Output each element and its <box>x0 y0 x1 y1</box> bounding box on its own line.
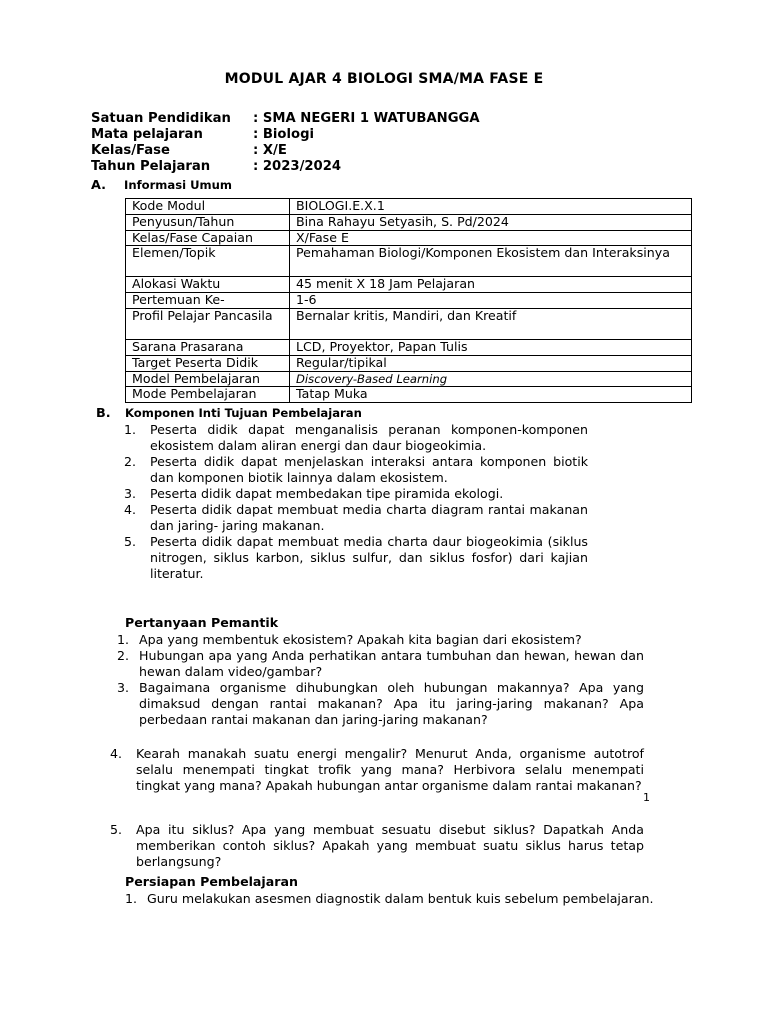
item-text: Apa yang membentuk ekosistem? Apakah kita bagian dari ekosistem? <box>139 632 582 647</box>
table-row <box>126 230 692 246</box>
meta-row-class <box>91 143 480 159</box>
item-text: Peserta didik dapat membuat media charta daur biogeokimia (siklus nitrogen, siklus karbon, siklus sulfur, dan siklus fosfor) dari kajian literatur. <box>150 534 588 581</box>
list-item <box>124 534 588 582</box>
meta-label: Tahun Pelajaran <box>91 159 211 174</box>
table-value: X/Fase E <box>290 230 692 246</box>
item-number: 4. <box>110 746 123 761</box>
item-number: 5. <box>110 822 123 837</box>
item-number: 3. <box>124 486 137 501</box>
section-number: B. <box>96 406 111 421</box>
table-value: Tatap Muka <box>290 387 692 403</box>
trigger-questions-list <box>117 632 644 728</box>
table-key: Profil Pelajar Pancasila <box>126 308 290 339</box>
section-b-heading <box>96 406 362 421</box>
item-number: 3. <box>117 680 130 695</box>
learning-goals-list <box>124 422 588 582</box>
item-text: Peserta didik dapat menganalisis peranan komponen-komponen ekosistem dalam aliran energi dan daur biogeokimia. <box>150 422 588 453</box>
table-key: Model Pembelajaran <box>126 371 290 387</box>
item-text: Peserta didik dapat membuat media charta diagram rantai makanan dan jaring- jaring makanan. <box>150 502 588 533</box>
item-text: Apa itu siklus? Apa yang membuat sesuatu disebut siklus? Dapatkah Anda memberikan contoh siklus? Apakah yang membuat suatu siklus harus tetap berlangsung? <box>136 822 644 869</box>
list-item <box>124 502 588 534</box>
table-value: Bernalar kritis, Mandiri, dan Kreatif <box>290 308 692 339</box>
trigger-questions-heading: Pertanyaan Pemantik <box>125 615 279 630</box>
table-row <box>126 293 692 309</box>
table-row <box>126 355 692 371</box>
preparation-list <box>125 891 677 907</box>
list-item <box>125 891 677 907</box>
table-value: BIOLOGI.E.X.1 <box>290 199 692 215</box>
list-item <box>117 632 644 648</box>
section-a-heading <box>91 178 232 193</box>
item-number: 1. <box>117 632 130 647</box>
list-item <box>124 422 588 454</box>
table-row <box>126 277 692 293</box>
table-value: 1-6 <box>290 293 692 309</box>
meta-label: Mata pelajaran <box>91 127 203 142</box>
meta-row-school <box>91 111 480 127</box>
table-key: Alokasi Waktu <box>126 277 290 293</box>
table-value: Bina Rahayu Setyasih, S. Pd/2024 <box>290 214 692 230</box>
meta-row-year <box>91 159 480 175</box>
list-item <box>124 486 588 502</box>
item-number: 2. <box>117 648 130 663</box>
trigger-question-5 <box>110 822 644 870</box>
item-text: Peserta didik dapat menjelaskan interaksi antara komponen biotik dan komponen biotik lainnya dalam ekosistem. <box>150 454 588 485</box>
table-value: Pemahaman Biologi/Komponen Ekosistem dan Interaksinya <box>290 246 692 277</box>
table-key: Kode Modul <box>126 199 290 215</box>
item-number: 4. <box>124 502 137 517</box>
table-value: Regular/tipikal <box>290 355 692 371</box>
table-value: 45 menit X 18 Jam Pelajaran <box>290 277 692 293</box>
page-number: 1 <box>643 791 650 804</box>
table-row <box>126 308 692 339</box>
list-item <box>110 822 644 870</box>
table-key: Mode Pembelajaran <box>126 387 290 403</box>
table-key: Sarana Prasarana <box>126 339 290 355</box>
table-row <box>126 246 692 277</box>
item-number: 1. <box>125 891 138 906</box>
item-text: Kearah manakah suatu energi mengalir? Menurut Anda, organisme autotrof selalu menempati tingkat trofik yang mana? Herbivora selalu menempati tingkat yang mana? Apakah hubungan antar organisme dalam rantai makanan? <box>136 746 644 793</box>
trigger-question-4 <box>110 746 644 794</box>
meta-label: Satuan Pendidikan <box>91 111 231 126</box>
item-text: Hubungan apa yang Anda perhatikan antara tumbuhan dan hewan, hewan dan hewan dalam video/gambar? <box>139 648 644 679</box>
table-value: LCD, Proyektor, Papan Tulis <box>290 339 692 355</box>
meta-value: : SMA NEGERI 1 WATUBANGGA <box>253 111 480 126</box>
table-key: Elemen/Topik <box>126 246 290 277</box>
general-info-table <box>125 198 692 403</box>
table-row <box>126 371 692 387</box>
list-item <box>110 746 644 794</box>
meta-row-subject <box>91 127 480 143</box>
table-value: Discovery-Based Learning <box>290 371 692 387</box>
list-item <box>117 680 644 728</box>
table-key: Penyusun/Tahun <box>126 214 290 230</box>
meta-value: : Biologi <box>253 127 315 142</box>
preparation-heading: Persiapan Pembelajaran <box>125 874 298 889</box>
item-number: 1. <box>124 422 137 437</box>
item-text: Bagaimana organisme dihubungkan oleh hubungan makannya? Apa yang dimaksud dengan rantai makanan? Apa itu jaring-jaring makanan? Apa perbedaan rantai makanan dan jaring-jaring makanan? <box>139 680 644 727</box>
list-item <box>117 648 644 680</box>
table-key: Kelas/Fase Capaian <box>126 230 290 246</box>
section-label: Informasi Umum <box>124 178 232 192</box>
meta-label: Kelas/Fase <box>91 143 170 158</box>
meta-value: : 2023/2024 <box>253 159 342 174</box>
item-text: Guru melakukan asesmen diagnostik dalam bentuk kuis sebelum pembelajaran. <box>147 891 654 906</box>
item-text: Peserta didik dapat membedakan tipe piramida ekologi. <box>150 486 504 501</box>
table-key: Pertemuan Ke- <box>126 293 290 309</box>
table-row <box>126 339 692 355</box>
list-item <box>124 454 588 486</box>
module-identity <box>91 111 480 175</box>
section-label: Komponen Inti Tujuan Pembelajaran <box>125 406 362 420</box>
document-title: MODUL AJAR 4 BIOLOGI SMA/MA FASE E <box>224 71 544 87</box>
meta-value: : X/E <box>253 143 287 158</box>
table-row <box>126 199 692 215</box>
table-row <box>126 387 692 403</box>
item-number: 5. <box>124 534 137 549</box>
table-key: Target Peserta Didik <box>126 355 290 371</box>
item-number: 2. <box>124 454 137 469</box>
section-number: A. <box>91 178 107 193</box>
table-row <box>126 214 692 230</box>
